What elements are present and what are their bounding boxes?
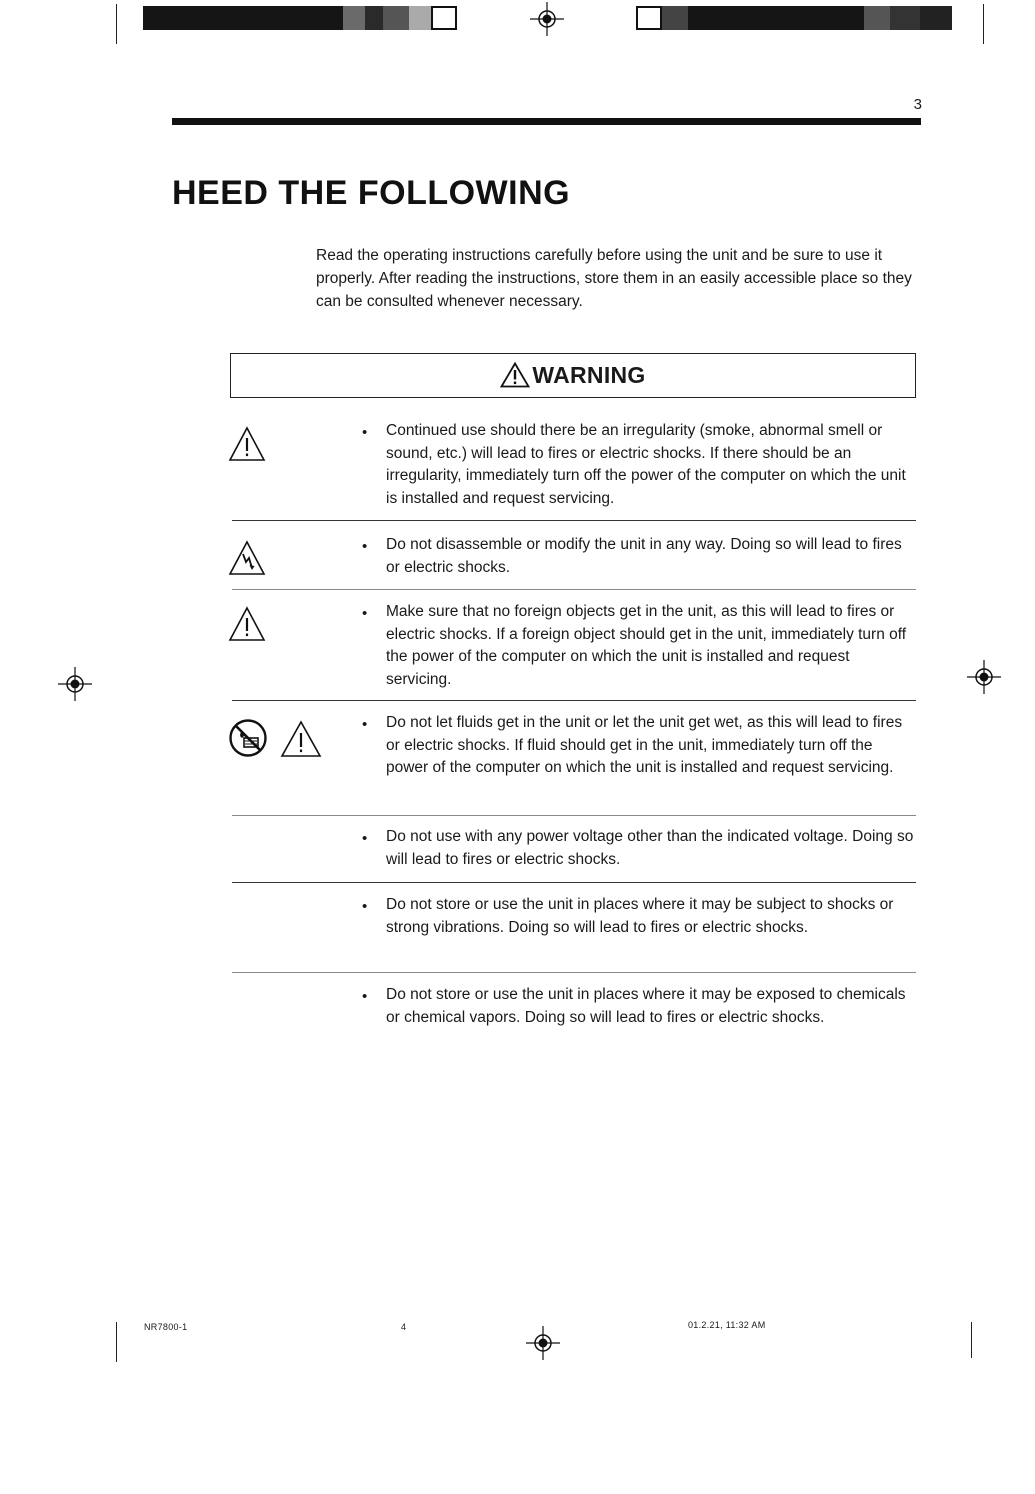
registration-mark-icon — [530, 2, 564, 36]
bullet: • — [362, 716, 368, 733]
bullet: • — [362, 988, 368, 1005]
warning-item-text: Make sure that no foreign objects get in the unit, as this will lead to fires or electric shocks. If a foreign object should get in the unit, immediately turn off the power of the computer on which the unit is installed and request servicing. — [386, 603, 907, 688]
registration-mark-icon — [526, 1326, 560, 1360]
caution-triangle-icon — [500, 362, 530, 388]
warning-item-text: Continued use should there be an irregularity (smoke, abnormal smell or sound, etc.) will lead to fires or electric shocks. If there should be an irregularity, immediately turn off the power of the computer on which the unit is installed and request servicing. — [386, 422, 906, 507]
header-rule — [172, 118, 921, 125]
item-divider — [232, 815, 916, 816]
bullet: • — [362, 898, 368, 915]
bullet: • — [362, 830, 368, 847]
caution-triangle-icon — [228, 606, 266, 642]
item-divider — [232, 882, 916, 883]
warning-item-icons — [228, 606, 266, 642]
warning-item-icons — [228, 540, 266, 576]
crop-mark — [116, 4, 117, 44]
intro-paragraph: Read the operating instructions carefully before using the unit and be sure to use it properly. After reading the instructions, store them in an easily accessible place so they can be consulted whenever necessary. — [316, 247, 912, 310]
crop-mark — [971, 1322, 972, 1358]
warning-item-icons — [228, 426, 266, 462]
footer-doc-code: NR7800-1 — [144, 1322, 188, 1332]
caution-triangle-icon — [228, 426, 266, 462]
warning-title: WARNING — [532, 362, 646, 388]
warning-item-text: Do not let fluids get in the unit or let the unit get wet, as this will lead to fires or electric shocks. If fluid should get in the unit, immediately turn off the power of the computer on which the unit is installed and request servicing. — [386, 714, 903, 776]
warning-item-text: Do not store or use the unit in places where it may be subject to shocks or strong vibrations. Doing so will lead to fires or electric shocks. — [386, 896, 894, 936]
bullet: • — [362, 605, 368, 622]
caution-triangle-icon — [280, 720, 322, 758]
page-title: HEED THE FOLLOWING — [172, 174, 571, 212]
footer-sheet-number: 4 — [401, 1322, 407, 1332]
color-bar-right — [636, 6, 952, 30]
warning-item-text: Do not disassemble or modify the unit in any way. Doing so will lead to fires or electric shocks. — [386, 536, 902, 576]
warning-item-text: Do not store or use the unit in places where it may be exposed to chemicals or chemical vapors. Doing so will lead to fires or electric shocks. — [386, 986, 906, 1026]
color-bar-left — [143, 6, 459, 30]
warning-item-icons — [228, 718, 322, 758]
registration-mark-icon — [967, 660, 1001, 694]
item-divider — [232, 700, 916, 701]
warning-header-box — [230, 353, 916, 398]
item-divider — [232, 589, 916, 590]
page-number: 3 — [913, 96, 922, 113]
warning-item-text: Do not use with any power voltage other than the indicated voltage. Doing so will lead to fires or electric shocks. — [386, 828, 914, 868]
crop-mark — [983, 4, 984, 44]
crop-mark — [116, 1322, 117, 1362]
footer-timestamp: 01.2.21, 11:32 AM — [688, 1320, 766, 1330]
item-divider — [232, 520, 916, 521]
item-divider — [232, 972, 916, 973]
electric-shock-triangle-icon — [228, 540, 266, 576]
bullet: • — [362, 538, 368, 555]
bullet: • — [362, 424, 368, 441]
registration-mark-icon — [58, 667, 92, 701]
no-liquid-prohibition-icon — [228, 718, 268, 758]
